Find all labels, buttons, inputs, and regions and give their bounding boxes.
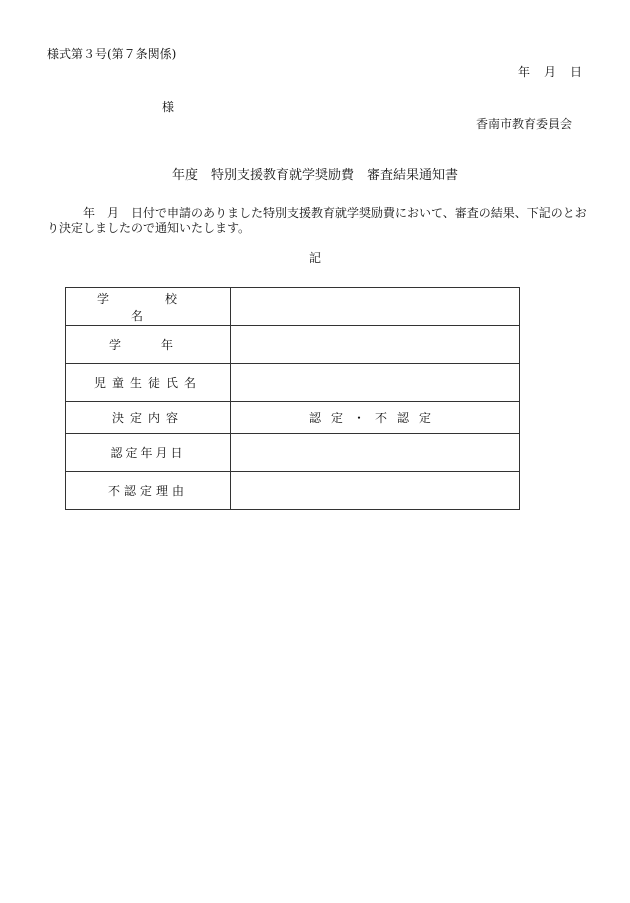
document-title: 年度 特別支援教育就学奨励費 審査結果通知書 [171, 168, 458, 183]
row-value-approval-date[interactable] [231, 434, 520, 472]
row-label-school [66, 288, 234, 326]
approval-date-label: 認定年月日 [110, 446, 186, 460]
date-line [518, 66, 582, 78]
decision-label: 決定内容 [111, 411, 184, 425]
row-value-school[interactable] [231, 288, 520, 326]
grade-label: 学 年 [108, 338, 187, 352]
table-row [66, 288, 520, 326]
row-label-decision [66, 402, 231, 434]
row-label-approval-date [66, 434, 231, 472]
date-year-label: 年 [517, 65, 530, 79]
row-label-grade [66, 326, 231, 364]
form-number: 様式第３号(第７条関係) [47, 47, 177, 61]
date-day-label: 日 [569, 65, 582, 79]
row-label-rejection-reason [66, 472, 231, 510]
row-value-grade[interactable] [231, 326, 520, 364]
detail-table [65, 287, 520, 510]
row-label-student-name [66, 364, 231, 402]
rejection-reason-label: 不認定理由 [107, 484, 188, 498]
row-value-rejection-reason[interactable] [231, 472, 520, 510]
recipient-suffix: 様 [162, 100, 175, 114]
school-label: 学 校 名 [96, 291, 234, 323]
table-row [66, 402, 520, 434]
date-month-label: 月 [543, 65, 556, 79]
row-value-student-name[interactable] [231, 364, 520, 402]
issuer-name: 香南市教育委員会 [475, 117, 572, 131]
table-row [66, 364, 520, 402]
table-row [66, 472, 520, 510]
table-row [66, 326, 520, 364]
table-row [66, 434, 520, 472]
ki-heading: 記 [308, 251, 321, 265]
body-paragraph: 年 月 日付で申請のありました特別支援教育就学奨励費において、審査の結果、下記のとおり決定しましたので通知いたします。 [47, 206, 587, 235]
row-value-decision [231, 402, 520, 434]
student-name-label: 児童生徒氏名 [93, 376, 202, 390]
decision-value: 認定・不認定 [308, 411, 441, 425]
